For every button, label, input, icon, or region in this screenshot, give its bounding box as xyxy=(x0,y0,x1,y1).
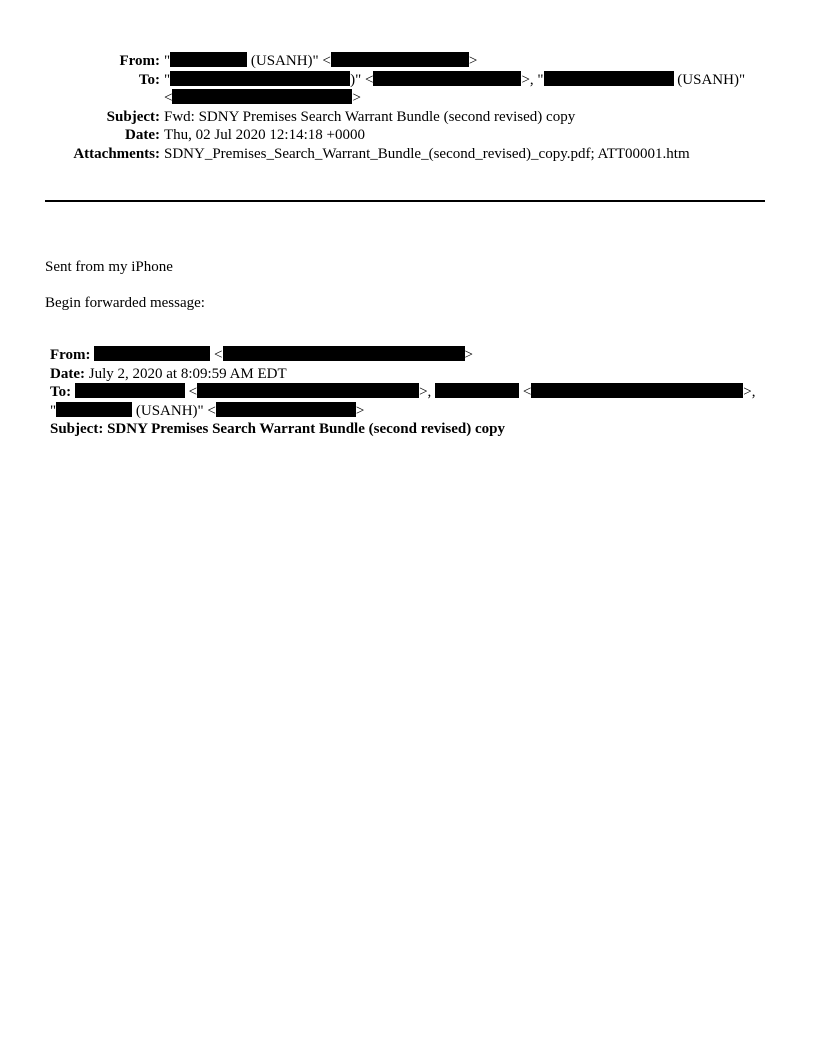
header-divider xyxy=(45,200,765,202)
fwd-from-lt: < xyxy=(210,347,223,363)
subject-row xyxy=(0,108,816,127)
to-lt: < xyxy=(164,90,173,107)
fwd-to-org: (USANH)" < xyxy=(132,402,216,419)
redaction xyxy=(170,52,247,67)
redaction xyxy=(544,71,674,86)
redaction xyxy=(197,383,419,398)
to-value xyxy=(164,71,764,108)
from-value xyxy=(164,52,764,71)
fwd-to-sep: < xyxy=(184,384,198,400)
from-label: From: xyxy=(119,53,160,69)
from-org: (USANH)" < xyxy=(247,53,331,69)
fwd-to-sep: < xyxy=(519,384,532,400)
redaction xyxy=(56,402,132,417)
to-org: (USANH)" xyxy=(673,71,746,88)
email-header xyxy=(0,52,816,164)
fwd-to-sep: >, xyxy=(419,384,436,400)
fwd-date-row xyxy=(50,365,770,384)
date-value: Thu, 02 Jul 2020 12:14:18 +0000 xyxy=(164,127,365,144)
attachments-label: Attachments: xyxy=(73,145,160,162)
fwd-from-gt: > xyxy=(464,347,473,363)
quote: " xyxy=(164,71,171,88)
begin-forwarded-text: Begin forwarded message: xyxy=(45,295,205,311)
subject-label: Subject: xyxy=(106,108,160,125)
fwd-to-gt: > xyxy=(355,402,365,419)
redaction xyxy=(223,346,465,361)
attachments-value: SDNY_Premises_Search_Warrant_Bundle_(second_revised)_copy.pdf; ATT00001.htm xyxy=(164,145,690,162)
to-label: To: xyxy=(138,71,160,88)
fwd-subject-row xyxy=(50,420,770,439)
date-row xyxy=(0,126,816,145)
quote: " xyxy=(164,53,171,69)
to-close: > xyxy=(352,90,361,107)
redaction xyxy=(331,52,469,67)
redaction xyxy=(435,383,519,398)
fwd-from-label: From: xyxy=(50,347,91,363)
fwd-to-row xyxy=(50,383,770,420)
to-mid: >, " xyxy=(521,71,544,88)
attachments-row xyxy=(0,145,816,164)
to-row xyxy=(0,71,816,108)
date-label: Date: xyxy=(125,127,160,144)
redaction xyxy=(170,71,350,86)
fwd-date-label: Date: xyxy=(50,365,85,382)
fwd-subject-value: SDNY Premises Search Warrant Bundle (second revised) copy xyxy=(103,421,505,437)
redaction xyxy=(216,402,356,417)
fwd-to-sep: >, xyxy=(743,384,756,400)
to-mid: )" < xyxy=(350,71,374,88)
fwd-from-row xyxy=(50,346,770,365)
redaction xyxy=(94,346,210,361)
sent-from-text: Sent from my iPhone xyxy=(45,259,173,275)
fwd-to-label: To: xyxy=(50,384,72,400)
forwarded-header xyxy=(50,346,770,439)
redaction xyxy=(531,383,743,398)
fwd-to-quote: " xyxy=(50,402,57,419)
fwd-subject-label: Subject: xyxy=(50,421,104,437)
fwd-date-value: July 2, 2020 at 8:09:59 AM EDT xyxy=(84,365,287,382)
redaction xyxy=(172,89,352,104)
redaction xyxy=(75,383,185,398)
from-row xyxy=(0,52,816,71)
redaction xyxy=(373,71,521,86)
from-close: > xyxy=(468,53,478,69)
subject-value: Fwd: SDNY Premises Search Warrant Bundle (second revised) copy xyxy=(164,108,576,125)
